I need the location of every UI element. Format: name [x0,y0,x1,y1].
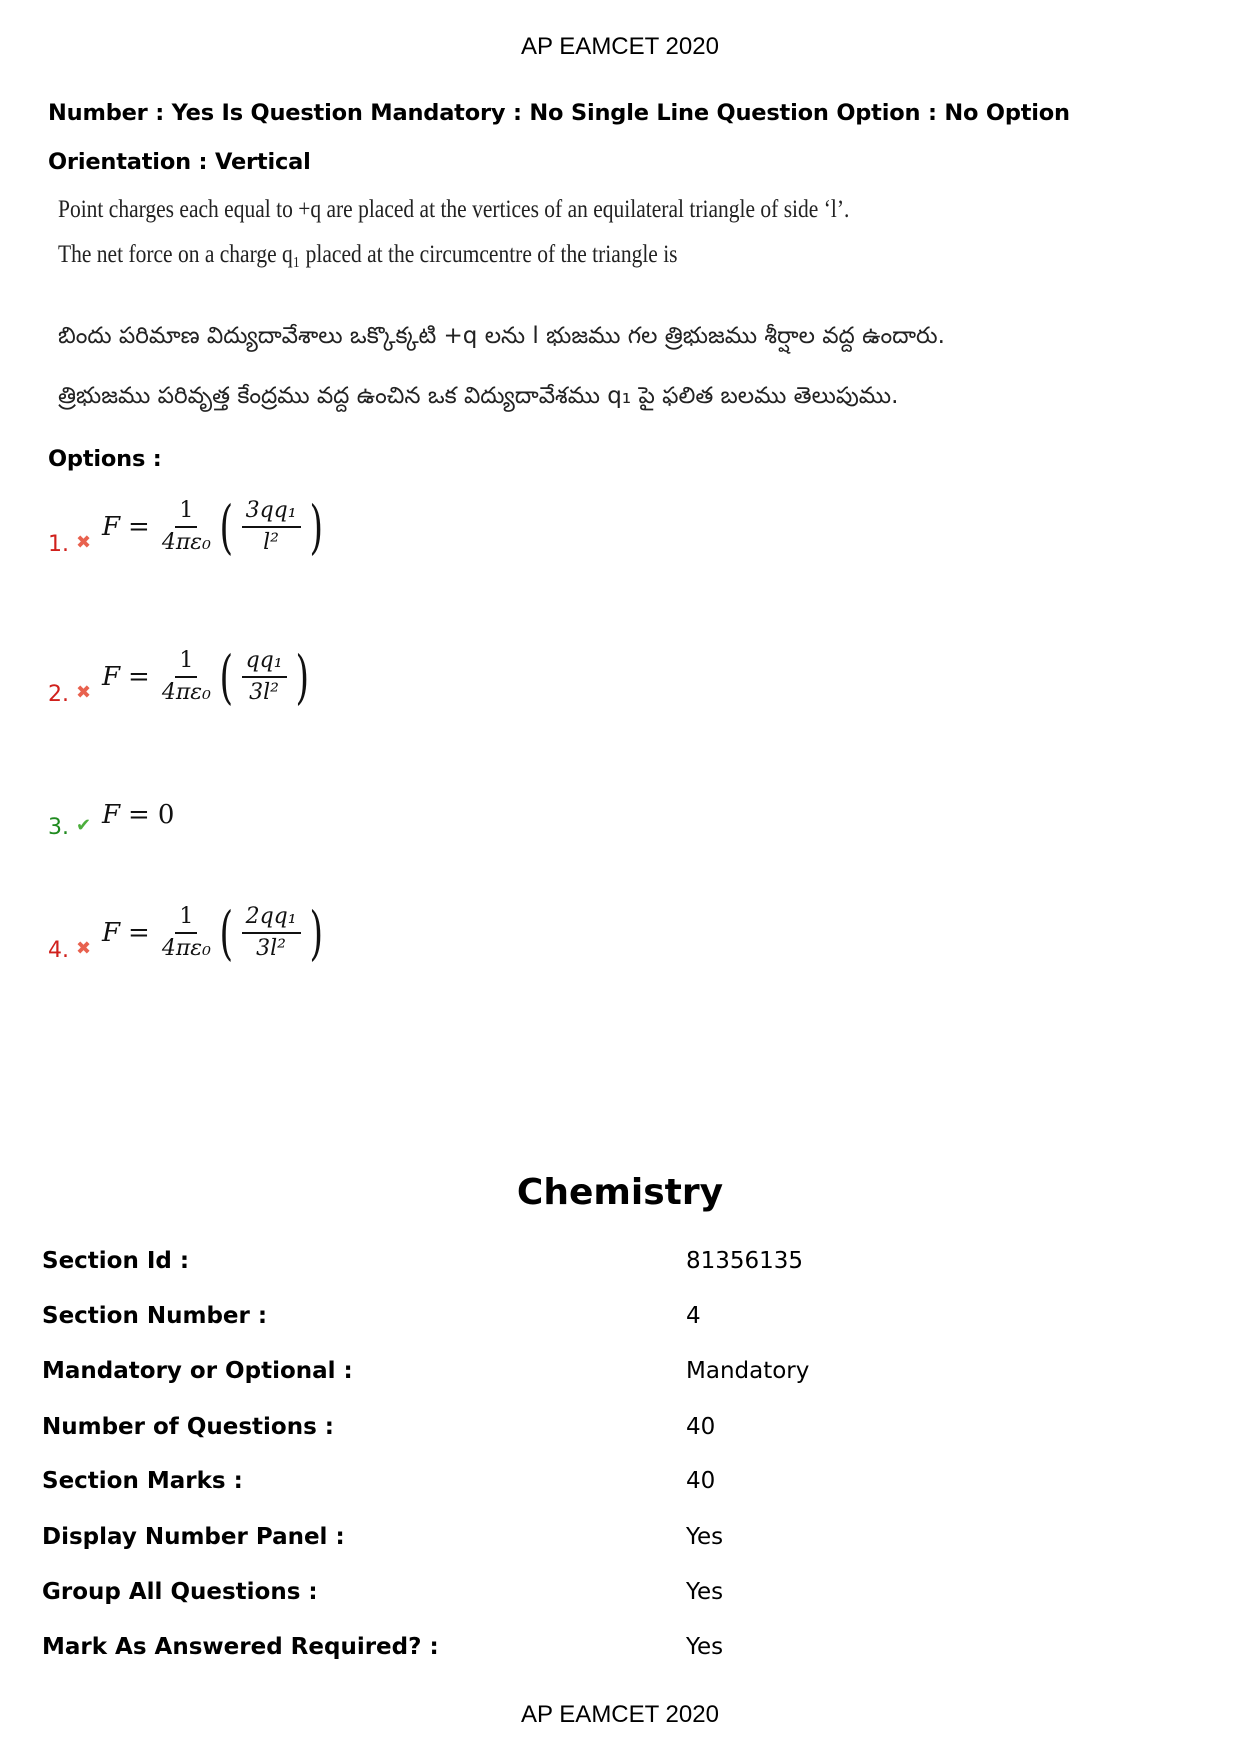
cross-icon: ✖ [76,937,92,959]
left-paren: ( [219,643,234,711]
row-label: Section Number : [42,1303,268,1329]
section-row [42,1248,1202,1288]
section-row [42,1524,1202,1564]
row-value: Yes [686,1524,724,1550]
row-value: Yes [686,1579,724,1605]
section-row [42,1414,1202,1454]
option-formula [102,899,327,967]
formula-rhs: 0 [157,800,175,830]
formula-lhs: F [102,918,121,948]
option-number: 3. [48,814,69,840]
question-orientation: Orientation : Vertical [48,149,311,175]
row-label: Mark As Answered Required? : [42,1634,439,1660]
formula-eq: = [128,662,150,692]
left-paren: ( [219,493,234,561]
page-footer: AP EAMCET 2020 [521,1701,719,1728]
option-formula [102,493,327,561]
numerator: 1 [175,902,197,934]
row-label: Number of Questions : [42,1414,334,1440]
row-label: Section Marks : [42,1468,243,1494]
option-number: 2. [48,681,69,707]
option-number: 1. [48,531,69,557]
denominator: l² [263,530,279,555]
option-formula [102,800,174,830]
formula-lhs: F [102,512,121,542]
right-paren: ) [295,643,309,711]
options-label: Options : [48,446,162,472]
formula-fraction [162,496,211,558]
question-meta: Number : Yes Is Question Mandatory : No Single Line Question Option : No Option [48,100,1070,126]
section-row [42,1579,1202,1619]
formula-fraction [162,646,211,708]
row-value: Yes [686,1634,724,1660]
row-value: 4 [686,1303,701,1329]
question-text-telugu-1: బిందు పరిమాణ విద్యుదావేశాలు ఒక్కొక్కటి +q లను l భుజము గల త్రిభుజము శీర్షాల వద్ద ఉందారు. [58,323,945,349]
question-text-english-2: The net force on a charge q₁ placed at the circumcentre of the triangle is [58,241,678,268]
row-value: 40 [686,1414,716,1440]
numerator: qq₁ [242,646,287,678]
section-title: Chemistry [516,1172,724,1213]
formula-inner-fraction [242,496,301,558]
denominator: 4πε₀ [161,530,211,555]
numerator: 1 [175,646,197,678]
formula-inner-fraction [242,902,301,964]
denominator: 4πε₀ [161,680,211,705]
numerator: 1 [175,496,197,528]
page-header: AP EAMCET 2020 [521,33,719,60]
section-row [42,1358,1202,1398]
formula-lhs: F [102,800,121,830]
formula-eq: = [128,800,150,830]
right-paren: ) [309,899,323,967]
check-icon: ✔ [76,814,92,836]
row-value: 40 [686,1468,716,1494]
formula-fraction [162,902,211,964]
numerator: 2qq₁ [242,902,301,934]
row-value: Mandatory [686,1358,810,1384]
option-formula [102,643,313,711]
formula-eq: = [128,918,150,948]
row-label: Group All Questions : [42,1579,318,1605]
option-3 [48,775,174,845]
option-number: 4. [48,937,69,963]
section-row [42,1634,1202,1674]
question-text-telugu-2: త్రిభుజము పరివృత్త కేంద్రము వద్ద ఉంచిన ఒక విద్యుదావేశము q₁ పై ఫలిత బలము తెలుపుము. [58,383,899,409]
option-1 [48,492,327,562]
left-paren: ( [219,899,234,967]
row-label: Mandatory or Optional : [42,1358,353,1384]
formula-eq: = [128,512,150,542]
option-2 [48,642,313,712]
section-row [42,1468,1202,1508]
question-text-english-1: Point charges each equal to +q are placed at the vertices of an equilateral triangle of side ‘l’. [58,196,850,223]
cross-icon: ✖ [76,681,92,703]
row-label: Display Number Panel : [42,1524,345,1550]
cross-icon: ✖ [76,531,92,553]
row-value: 81356135 [686,1248,804,1274]
formula-lhs: F [102,662,121,692]
denominator: 4πε₀ [161,936,211,961]
row-label: Section Id : [42,1248,190,1274]
denominator: 3l² [256,936,286,961]
denominator: 3l² [249,680,279,705]
formula-inner-fraction [242,646,287,708]
option-4 [48,898,327,968]
section-row [42,1303,1202,1343]
right-paren: ) [309,493,323,561]
numerator: 3qq₁ [242,496,301,528]
